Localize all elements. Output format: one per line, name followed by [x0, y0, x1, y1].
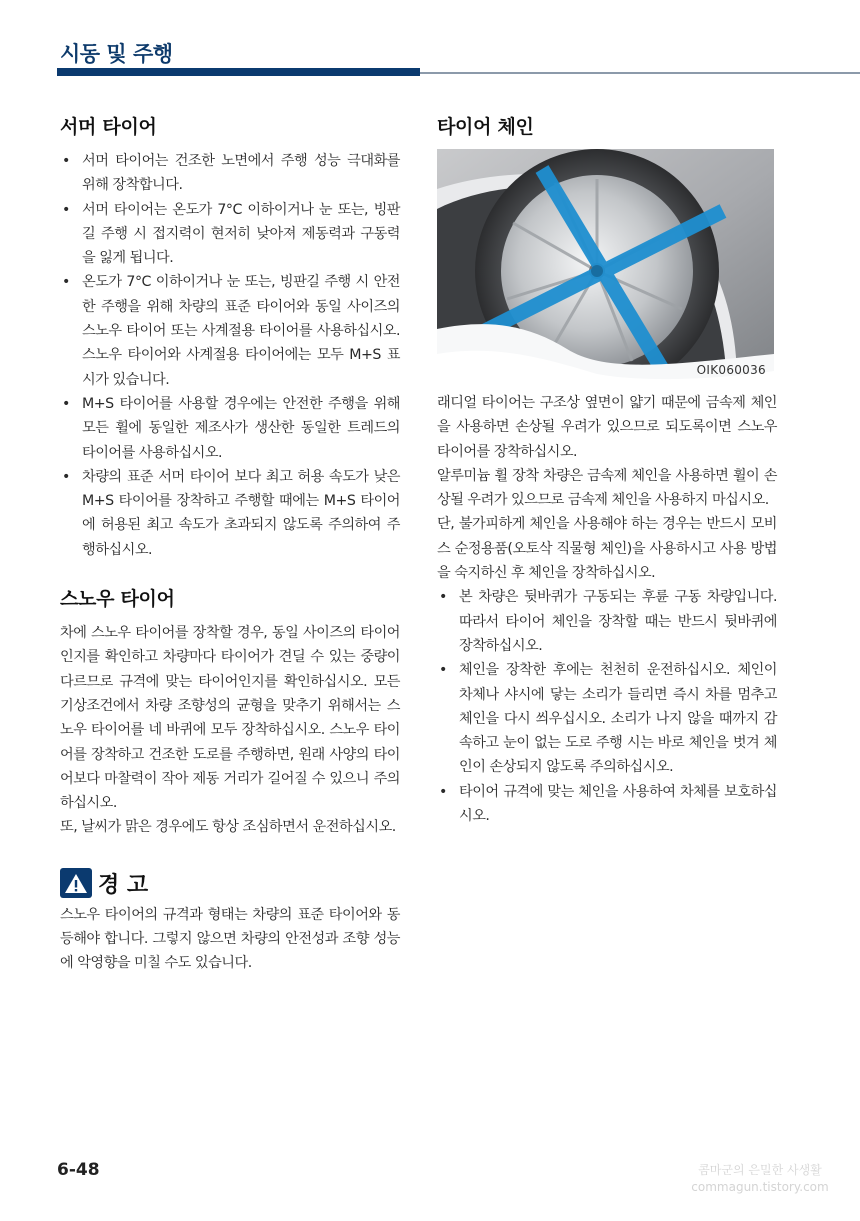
section-title: 시동 및 주행 — [60, 42, 173, 66]
right-column — [437, 112, 777, 828]
tire-chain-image — [437, 149, 774, 383]
list-item: • M+S 타이어를 사용할 경우에는 안전한 주행을 위해 모든 휠에 동일한 제조사가 생산한 동일한 트레드의 타이어를 사용하십시오. — [62, 395, 400, 461]
list-item: • 서머 타이어는 온도가 7°C 이하이거나 눈 또는, 빙판길 주행 시 접지력이 현저히 낮아져 제동력과 구동력을 잃게 됩니다. — [62, 201, 400, 267]
warning-text: 스노우 타이어의 규격과 형태는 차량의 표준 타이어와 동등해야 합니다. 그렇지 않으면 차량의 안전성과 조향 성능에 악영향을 미칠 수도 있습니다. — [60, 906, 400, 972]
tire-chain-illustration — [437, 149, 774, 383]
list-item: • 온도가 7°C 이하이거나 눈 또는, 빙판길 주행 시 안전한 주행을 위해 차량의 표준 타이어와 동일 사이즈의 스노우 타이어 또는 사계절용 타이어를 사용하십시오. 스노우 타이어와 사계절용 타이어에는 모두 M+S 표시가 있습니다. — [62, 274, 400, 388]
watermark-line: commagun.tistory.com — [691, 1180, 829, 1194]
left-column — [60, 112, 400, 976]
header-rule-dark — [57, 68, 420, 76]
tire-chain-list — [437, 585, 777, 828]
snow-tire-heading: 스노우 타이어 — [60, 588, 175, 611]
figure-code: OIK060036 — [696, 363, 766, 377]
list-item: • 본 차량은 뒷바퀴가 구동되는 후륜 구동 차량입니다. 따라서 타이어 체인을 장착할 때는 반드시 뒷바퀴에 장착하십시오. — [439, 589, 777, 654]
page-number: 6-48 — [57, 1160, 100, 1180]
list-item: • 차량의 표준 서머 타이어 보다 최고 허용 속도가 낮은 M+S 타이어를 장착하고 주행할 때에는 M+S 타이어에 허용된 최고 속도가 초과되지 않도록 주의하여 주행하십시오. — [62, 468, 400, 558]
warning-header — [60, 868, 400, 899]
list-item: • 체인을 장착한 후에는 천천히 운전하십시오. 체인이 차체나 샤시에 닿는 소리가 들리면 즉시 차를 멈추고 체인을 다시 씌우십시오. 소리가 나지 않을 때까지 감속하고 눈이 없는 도로 주행 시는 바로 체인을 벗겨 체인이 손상되지 않도록 주의하십시오. — [439, 662, 777, 776]
header-rule-light — [420, 72, 860, 74]
snow-tire-paragraph: 또, 날씨가 맑은 경우에도 항상 조심하면서 운전하십시오. — [60, 819, 396, 836]
watermark-line: 콤마군의 은밀한 사생활 — [698, 1163, 822, 1177]
tire-chain-heading: 타이어 체인 — [437, 116, 534, 138]
list-item: • 타이어 규격에 맞는 체인을 사용하여 차체를 보호하십시오. — [439, 783, 777, 825]
warning-triangle-icon — [60, 868, 92, 898]
tire-chain-paragraph: 단, 불가피하게 체인을 사용해야 하는 경우는 반드시 모비스 순정용품(오토삭 직물형 체인)을 사용하시고 사용 방법을 숙지하신 후 체인을 장착하십시오. — [437, 516, 777, 582]
snow-tire-paragraph: 차에 스노우 타이어를 장착할 경우, 동일 사이즈의 타이어인지를 확인하고 차량마다 타이어가 견딜 수 있는 중량이 다르므로 규격에 맞는 타이어인지를 확인하십시오. 모든 기상조건에서 차량 조향성의 균형을 맞추기 위해서는 스노우 타이어를 네 바퀴에 모두 장착하십시오. 스노우 타이어를 장착하고 건조한 도로를 주행하면, 원래 사양의 타이어보다 마찰력이 작아 제동 거리가 길어질 수 있으니 주의하십시오. — [60, 625, 400, 812]
list-item: • 서머 타이어는 건조한 노면에서 주행 성능 극대화를 위해 장착합니다. — [62, 153, 400, 194]
warning-title: 경 고 — [98, 872, 149, 898]
summer-tire-heading: 서머 타이어 — [60, 116, 157, 138]
tire-chain-paragraph: 알루미늄 휠 장착 차량은 금속제 체인을 사용하면 휠이 손상될 우려가 있으므로 금속제 체인을 사용하지 마십시오. — [437, 467, 777, 509]
summer-tire-list — [60, 149, 400, 562]
watermark — [680, 1162, 840, 1196]
tire-chain-paragraph: 래디얼 타이어는 구조상 옆면이 얇기 때문에 금속제 체인을 사용하면 손상될 우려가 있으므로 되도록이면 스노우 타이어를 장착하십시오. — [437, 395, 777, 460]
